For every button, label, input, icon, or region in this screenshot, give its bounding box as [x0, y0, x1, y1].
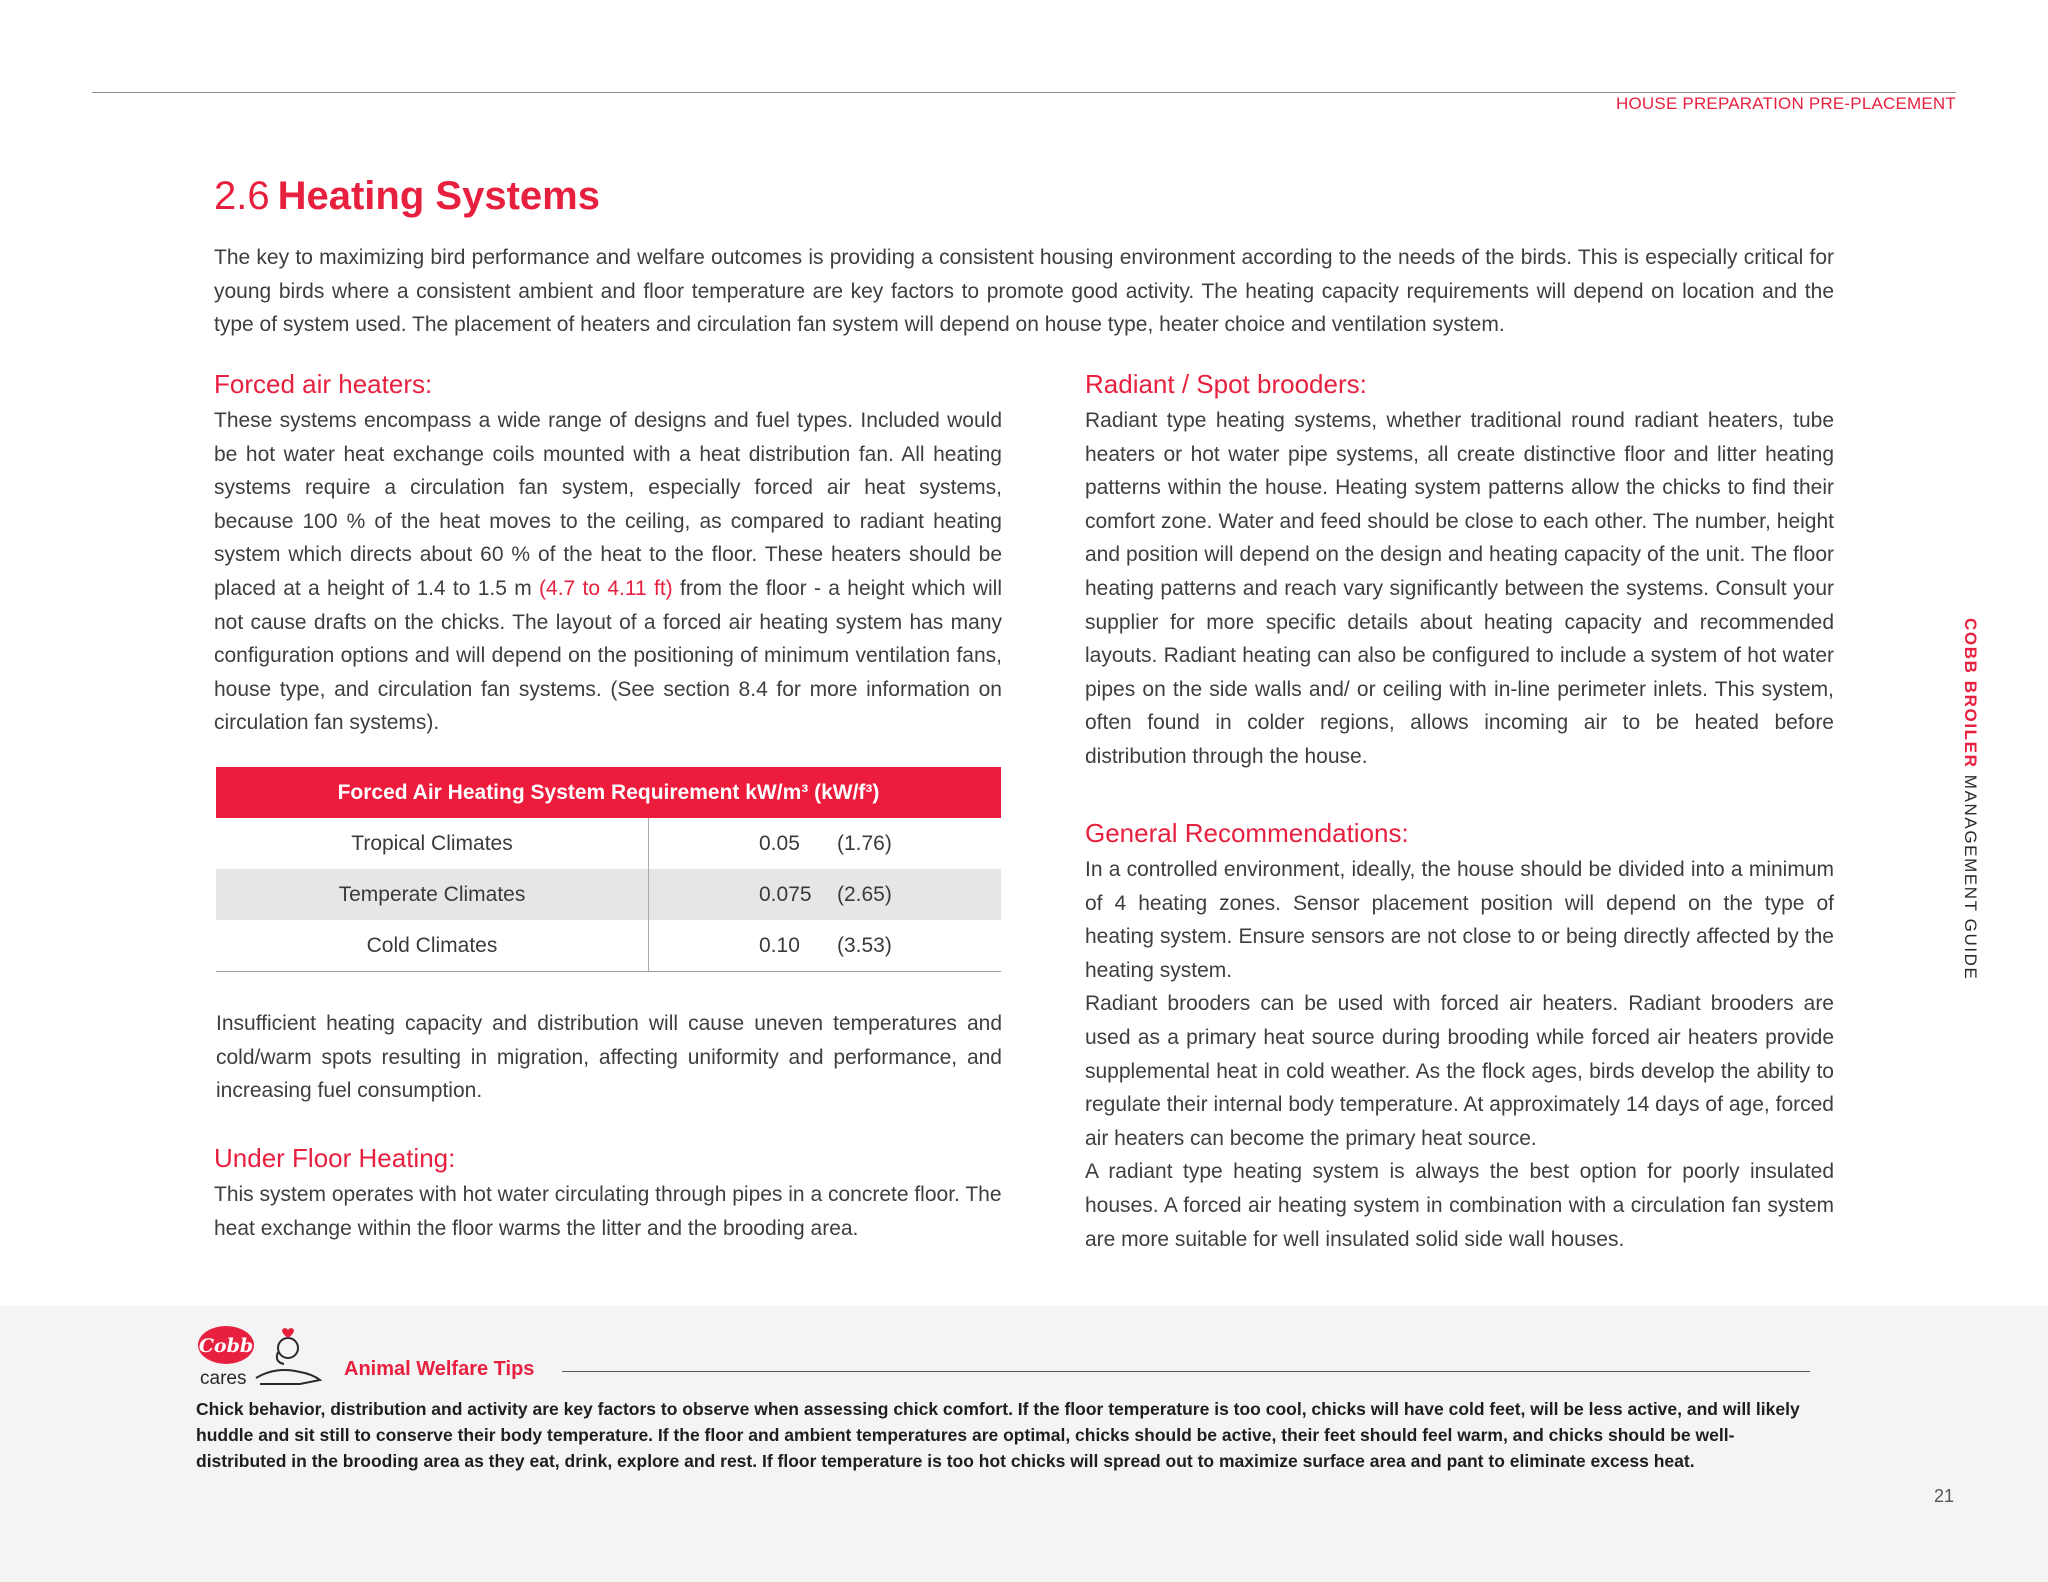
value-cell [649, 920, 1002, 972]
chick-heart-icon [256, 1338, 320, 1384]
welfare-tips-title: Animal Welfare Tips [344, 1358, 535, 1380]
climate-cell: Tropical Climates [216, 818, 649, 869]
kw-value: 0.10 [759, 933, 800, 957]
insufficient-section [216, 1007, 1002, 1108]
kwf-value: (1.76) [837, 831, 892, 855]
table-row [216, 818, 1001, 869]
intro-paragraph: The key to maximizing bird performance and welfare outcomes is providing a consistent housing environment according to the needs of the birds. This is especially critical for young birds where a consistent ambient and floor temperature are key factors to promote good activity. The heating capacity requirements will depend on location and the type of system used. The placement of heaters and circulation fan system will depend on house type, heater choice and ventilation system. [214, 246, 1834, 336]
table-row [216, 869, 1001, 920]
side-guide-label [1956, 618, 1980, 981]
section-title: Heating Systems [277, 174, 600, 218]
heating-requirement-table [216, 767, 1001, 972]
kw-value: 0.075 [759, 882, 812, 906]
side-label-rest: MANAGEMENT GUIDE [1961, 768, 1980, 981]
table-row [216, 920, 1001, 972]
welfare-tips-rule [562, 1371, 1810, 1372]
under-floor-heading: Under Floor Heating: [214, 1143, 456, 1173]
logo-cares-text: cares [200, 1368, 247, 1389]
forced-air-section [214, 366, 1002, 740]
general-paragraph-2: Radiant brooders can be used with forced air heaters. Radiant brooders are used as a primary heat source during brooding while forced air heaters provide supplemental heat in cold weather. As the flock ages, birds develop the ability to regulate their internal body temperature. At approximately 14 days of age, forced air heaters can become the primary heat source. [1085, 992, 1834, 1150]
climate-cell: Temperate Climates [216, 869, 649, 920]
page-title [214, 170, 600, 222]
kwf-value: (3.53) [837, 933, 892, 957]
climate-cell: Cold Climates [216, 920, 649, 972]
kw-value: 0.05 [759, 831, 800, 855]
radiant-section [1085, 366, 1834, 774]
section-number: 2.6 [214, 174, 270, 218]
page-number: 21 [1934, 1486, 1955, 1506]
general-heading: General Recommendations: [1085, 818, 1409, 848]
general-paragraph-1: In a controlled environment, ideally, the house should be divided into a minimum of 4 heating zones. Sensor placement position will depend on the type of heating system. Ensure sensors are not close to or being directly affected by the heating system. [1085, 858, 1834, 982]
general-paragraph-3: A radiant type heating system is always the best option for poorly insulated houses. A forced air heating system in combination with a circulation fan system are more suitable for well insulated solid side wall houses. [1085, 1160, 1834, 1251]
forced-air-text-b: from the floor - a height which will not cause drafts on the chicks. The layout of a forced air heating system has many configuration options and will depend on the positioning of minimum ventilation fans, house type, and circulation fan systems. (See section 8.4 for more information on circulation fan systems). [214, 576, 1002, 735]
kwf-value: (2.65) [837, 882, 892, 906]
section-header: HOUSE PREPARATION PRE-PLACEMENT [1616, 94, 1956, 113]
radiant-heading: Radiant / Spot brooders: [1085, 369, 1367, 399]
insufficient-paragraph: Insufficient heating capacity and distribution will cause uneven temperatures and cold/warm spots resulting in migration, affecting uniformity and performance, and increasing fuel consumption. [216, 1012, 1002, 1103]
value-cell [649, 869, 1002, 920]
side-label-brand: COBB BROILER [1961, 618, 1980, 769]
table-header: Forced Air Heating System Requirement kW/m³ (kW/f³) [216, 767, 1001, 818]
heart-icon [282, 1328, 294, 1338]
under-floor-paragraph: This system operates with hot water circulating through pipes in a concrete floor. The heat exchange within the floor warms the litter and the brooding area. [214, 1183, 1002, 1240]
welfare-tips-text: Chick behavior, distribution and activity are key factors to observe when assessing chick comfort. If the floor temperature is too cool, chicks will have cold feet, will be less active, and will likely huddle and sit still to conserve their body temperature. If the floor and ambient temperatures are optimal, chicks should be active, their feet should feel warm, and chicks should be well-distributed in the brooding area as they eat, drink, explore and rest. If floor temperature is too hot chicks will spread out to maximize surface area and pant to eliminate excess heat. [196, 1399, 1800, 1471]
cobb-cares-logo [196, 1322, 326, 1390]
value-cell [649, 818, 1002, 869]
height-imperial-highlight: (4.7 to 4.11 ft) [539, 576, 673, 600]
radiant-paragraph: Radiant type heating systems, whether traditional round radiant heaters, tube heaters or hot water pipe systems, all create distinctive floor and litter heating patterns within the house. Heating system patterns allow the chicks to find their comfort zone. Water and feed should be close to each other. The number, height and position will depend on the design and heating capacity of the unit. The floor heating patterns and reach vary significantly between the systems. Consult your supplier for more specific details about heating capacity and recommended layouts. Radiant heating can also be configured to include a system of hot water pipes on the side walls and/ or ceiling with in-line perimeter inlets. This system, often found in colder regions, allows incoming air to be heated before distribution through the house. [1085, 409, 1834, 768]
under-floor-section [214, 1140, 1004, 1245]
general-section [1085, 815, 1834, 1256]
forced-air-text-a: These systems encompass a wide range of designs and fuel types. Included would be hot water heat exchange coils mounted with a heat distribution fan. All heating systems require a circulation fan system, especially forced air heat systems, because 100 % of the heat moves to the ceiling, as compared to radiant heating system which directs about 60 % of the heat to the floor. These heaters should be placed at a height of 1.4 to 1.5 m [214, 409, 1002, 600]
header-rule [92, 92, 1956, 93]
side-label-text [1960, 618, 1980, 981]
forced-air-heading: Forced air heaters: [214, 369, 433, 399]
logo-cobb-text: Cobb [198, 1335, 254, 1357]
forced-air-paragraph [214, 404, 1002, 740]
